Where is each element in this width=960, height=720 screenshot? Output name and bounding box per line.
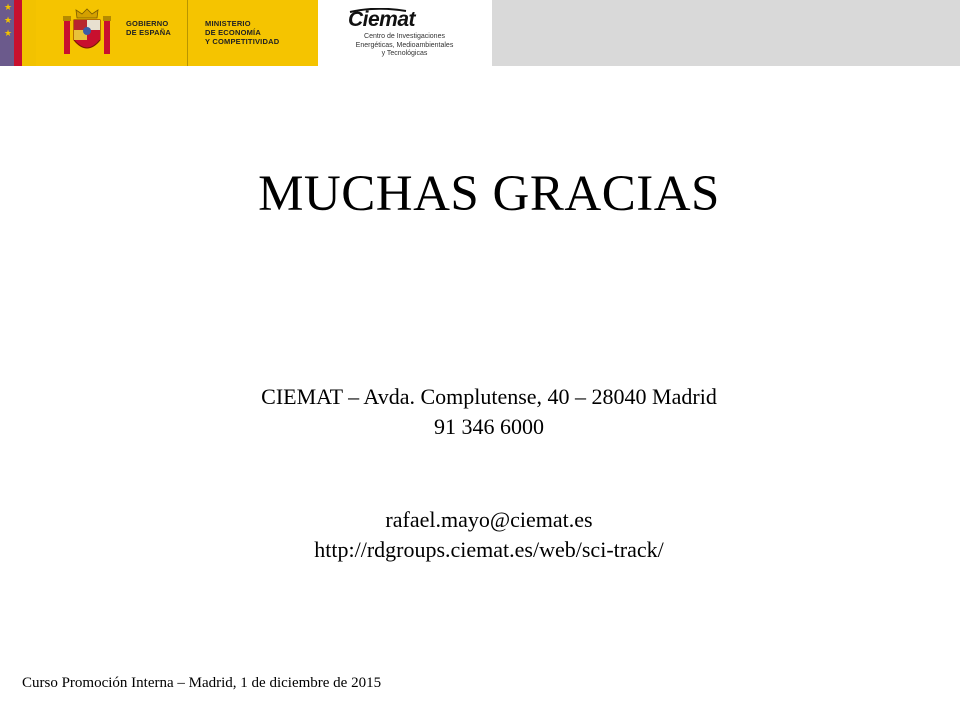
eu-flag-strip: [0, 0, 36, 66]
header-banner: [0, 0, 960, 66]
coat-of-arms-icon: [60, 6, 114, 60]
ciemat-logo: [346, 8, 464, 30]
star-icon: ★ ★ ★: [3, 3, 13, 39]
ciemat-subtitle: Centro de Investigaciones Energéticas, Medioambientales y Tecnológicas: [355, 33, 454, 57]
phone-number: 91 346 6000: [434, 414, 544, 439]
address-line: CIEMAT – Avda. Complutense, 40 – 28040 Madrid: [261, 384, 717, 409]
svg-text:Ciemat: Ciemat: [348, 8, 416, 30]
grey-band: [492, 0, 960, 66]
ministry-label: MINISTERIO DE ECONOMÍA Y COMPETITIVIDAD: [205, 19, 280, 46]
gov-label: GOBIERNO DE ESPAÑA: [126, 19, 172, 37]
email-link[interactable]: rafael.mayo@ciemat.es: [385, 507, 593, 532]
website-link[interactable]: http://rdgroups.ciemat.es/web/sci-track/: [314, 537, 664, 562]
footer-text: Curso Promoción Interna – Madrid, 1 de diciembre de 2015: [22, 675, 382, 691]
divider: [187, 0, 188, 66]
slide-title: MUCHAS GRACIAS: [258, 166, 720, 222]
